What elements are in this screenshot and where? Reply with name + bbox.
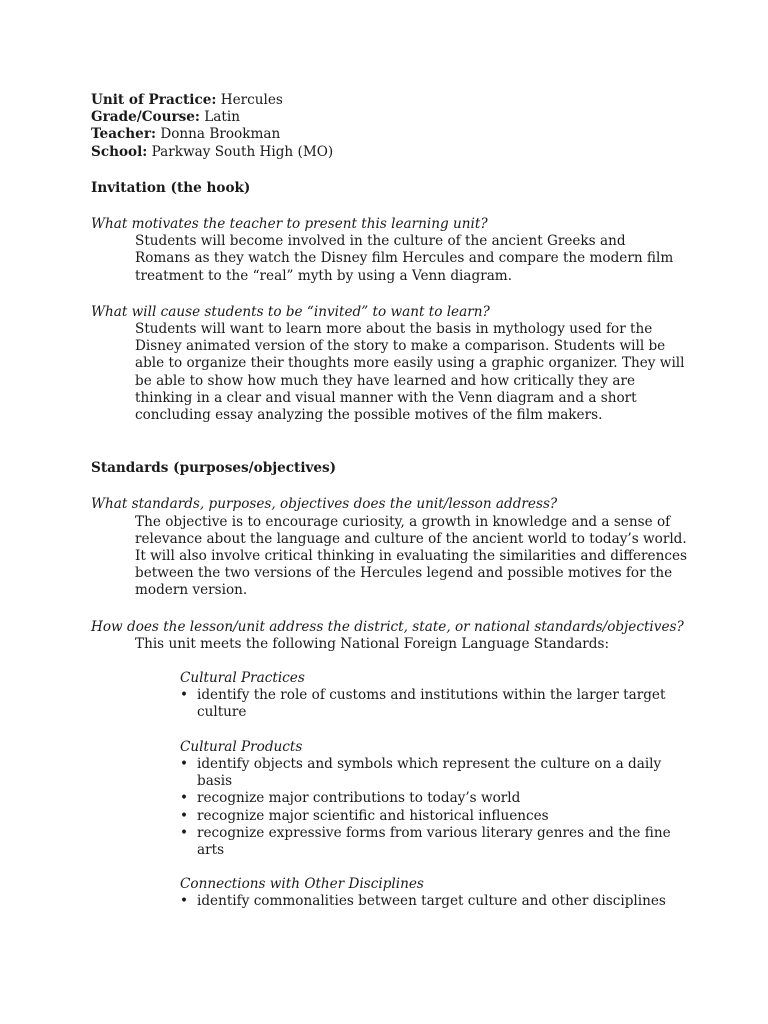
standard-bullet-list (180, 756, 691, 859)
unit-metadata (91, 92, 691, 161)
answer-line: modern version. (135, 582, 248, 599)
answer-line: relevance about the language and culture of the ancient world to today’s world. (135, 530, 687, 547)
list-item-line: identify the role of customs and institutions within the larger target (197, 687, 666, 704)
list-item (180, 808, 691, 825)
standard-bullet-list (180, 893, 691, 910)
list-item-line: basis (197, 773, 233, 790)
answer-line: Students will want to learn more about the basis in mythology used for the (135, 321, 653, 338)
answer-line: thinking in a clear and visual manner with the Venn diagram and a short (135, 389, 637, 406)
teacher-line (91, 126, 691, 143)
standards-question-1: What standards, purposes, objectives does the unit/lesson address? (91, 496, 558, 513)
grade-value: Latin (204, 109, 240, 126)
answer-line: concluding essay analyzing the possible motives of the film makers. (135, 407, 603, 424)
answer-line: be able to show how much they have learned and how critically they are (135, 372, 636, 389)
answer-line: able to organize their thoughts more easily using a graphic organizer. They will (135, 355, 685, 372)
list-item-line: identify commonalities between target culture and other disciplines (197, 893, 666, 910)
answer-line: It will also involve critical thinking in evaluating the similarities and differences (135, 548, 687, 565)
standard-group-cultural-practices (91, 670, 691, 722)
teacher-label: Teacher: (91, 126, 157, 143)
bullet-icon: • (180, 790, 189, 807)
unit-value: Hercules (220, 92, 283, 108)
answer-line: Disney animated version of the story to make a comparison. Students will be (135, 338, 666, 355)
unit-label: Unit of Practice: (91, 92, 217, 108)
list-item (180, 790, 691, 807)
standard-group-connections (91, 876, 691, 910)
list-item (180, 893, 691, 910)
list-item-line: recognize major scientific and historical influences (197, 807, 549, 824)
standards-answer-2 (91, 636, 691, 653)
school-line (91, 144, 691, 161)
standard-group-title: Cultural Products (180, 738, 303, 755)
standards-heading: Standards (purposes/objectives) (91, 460, 337, 477)
standard-bullet-list (180, 687, 691, 721)
list-item-line: recognize major contributions to today’s world (197, 790, 521, 807)
answer-line: Romans as they watch the Disney film Hercules and compare the modern film (135, 250, 674, 267)
list-item (180, 756, 691, 790)
bullet-icon: • (180, 807, 189, 824)
answer-line: treatment to the “real” myth by using a Venn diagram. (135, 267, 513, 284)
list-item-line: recognize expressive forms from various literary genres and the fine (197, 824, 671, 841)
bullet-icon: • (180, 755, 189, 772)
invitation-answer-2 (91, 321, 691, 424)
answer-line: This unit meets the following National Foreign Language Standards: (135, 635, 610, 652)
bullet-icon: • (180, 824, 189, 841)
standards-question-2: How does the lesson/unit address the district, state, or national standards/objectives? (91, 618, 684, 635)
unit-line (91, 92, 691, 109)
invitation-question-2: What will cause students to be “invited” to want to learn? (91, 303, 490, 320)
standards-answer-1 (91, 514, 691, 600)
list-item-line: identify objects and symbols which represent the culture on a daily (197, 755, 662, 772)
answer-line: The objective is to encourage curiosity, a growth in knowledge and a sense of (135, 513, 671, 530)
bullet-icon: • (180, 893, 189, 910)
standard-group-title: Connections with Other Disciplines (180, 876, 424, 893)
invitation-answer-1 (91, 233, 691, 285)
school-value: Parkway South High (MO) (151, 143, 334, 160)
answer-line: Students will become involved in the culture of the ancient Greeks and (135, 233, 626, 250)
list-item-line: arts (197, 841, 225, 858)
grade-label: Grade/Course: (91, 109, 200, 126)
document-page (91, 92, 691, 911)
teacher-value: Donna Brookman (160, 126, 281, 143)
standard-group-cultural-products (91, 739, 691, 859)
invitation-question-1: What motivates the teacher to present this learning unit? (91, 216, 488, 233)
list-item (180, 687, 691, 721)
bullet-icon: • (180, 687, 189, 704)
school-label: School: (91, 143, 148, 160)
standard-group-title: Cultural Practices (180, 670, 305, 687)
invitation-heading: Invitation (the hook) (91, 179, 251, 196)
list-item-line: culture (197, 704, 247, 721)
answer-line: between the two versions of the Hercules legend and possible motives for the (135, 565, 673, 582)
grade-line (91, 109, 691, 126)
list-item (180, 825, 691, 859)
